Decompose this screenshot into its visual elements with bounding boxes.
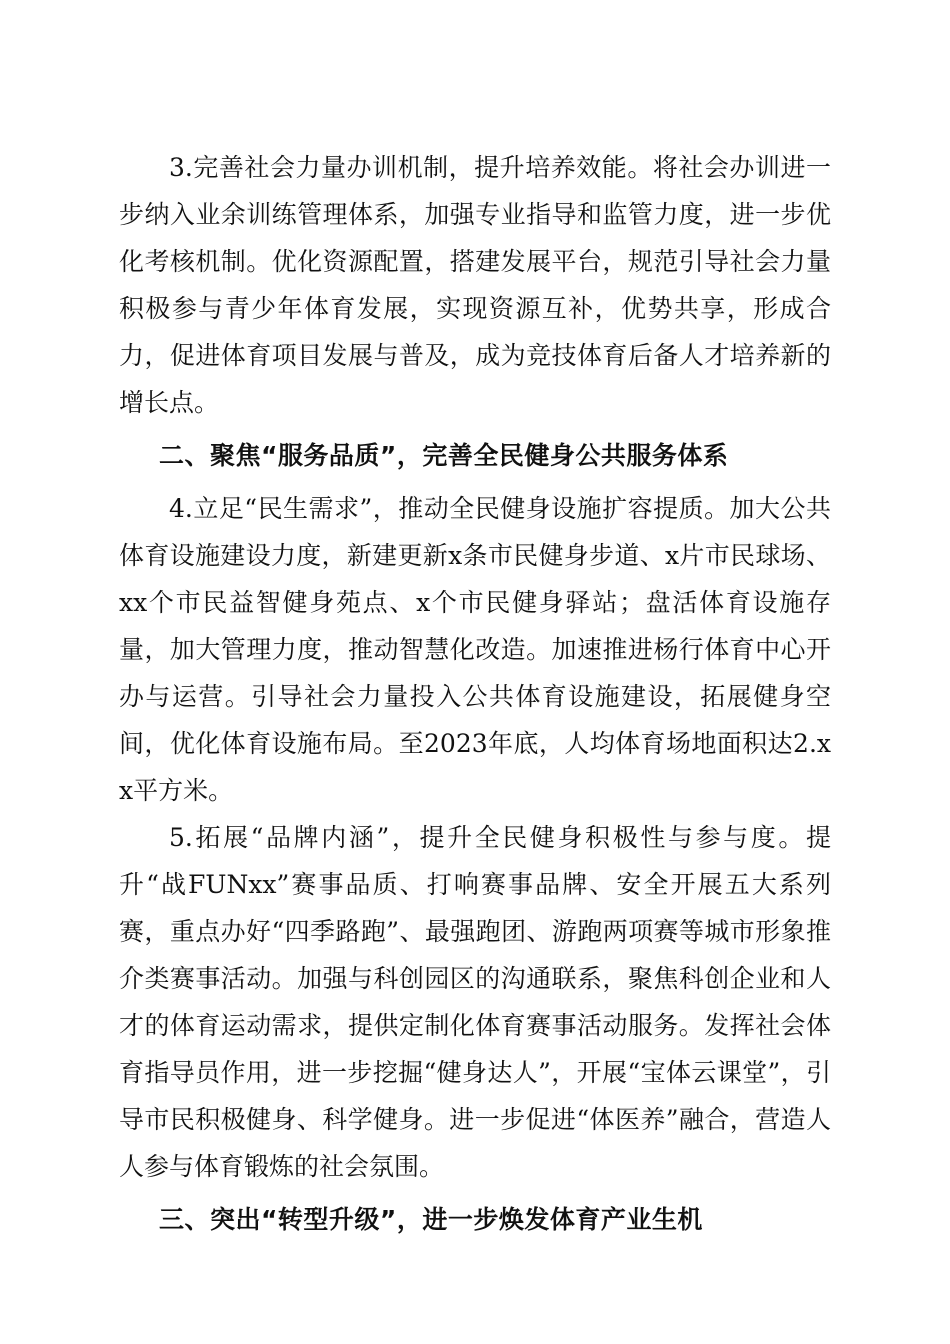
paragraph-4: 4.立足“民生需求”，推动全民健身设施扩容提质。加大公共体育设施建设力度，新建更新x条市民健身步道、x片市民球场、xx个市民益智健身苑点、x个市民健身驿站；盘活体育设施存量，加大管理力度，推动智慧化改造。加速推进杨行体育中心开办与运营。引导社会力量投入公共体育设施建设，拓展健身空间，优化体育设施布局。至2023年底，人均体育场地面积达2.xx平方米。 xyxy=(119,494,831,805)
section-heading-3: 三、突出“转型升级”，进一步焕发体育产业生机 xyxy=(159,1205,703,1234)
document-body xyxy=(119,144,831,1249)
paragraph-5: 5.拓展“品牌内涵”，提升全民健身积极性与参与度。提升“战FUNxx”赛事品质、打响赛事品牌、安全开展五大系列赛，重点办好“四季路跑”、最强跑团、游跑两项赛等城市形象推介类赛事活动。加强与科创园区的沟通联系，聚焦科创企业和人才的体育运动需求，提供定制化体育赛事活动服务。发挥社会体育指导员作用，进一步挖掘“健身达人”，开展“宝体云课堂”，引导市民积极健身、科学健身。进一步促进“体医养”融合，营造人人参与体育锻炼的社会氛围。 xyxy=(119,823,831,1181)
paragraph-3: 3.完善社会力量办训机制，提升培养效能。将社会办训进一步纳入业余训练管理体系，加强专业指导和监管力度，进一步优化考核机制。优化资源配置，搭建发展平台，规范引导社会力量积极参与青少年体育发展，实现资源互补，优势共享，形成合力，促进体育项目发展与普及，成为竞技体育后备人才培养新的增长点。 xyxy=(119,153,831,417)
section-heading-2: 二、聚焦“服务品质”，完善全民健身公共服务体系 xyxy=(159,441,729,470)
